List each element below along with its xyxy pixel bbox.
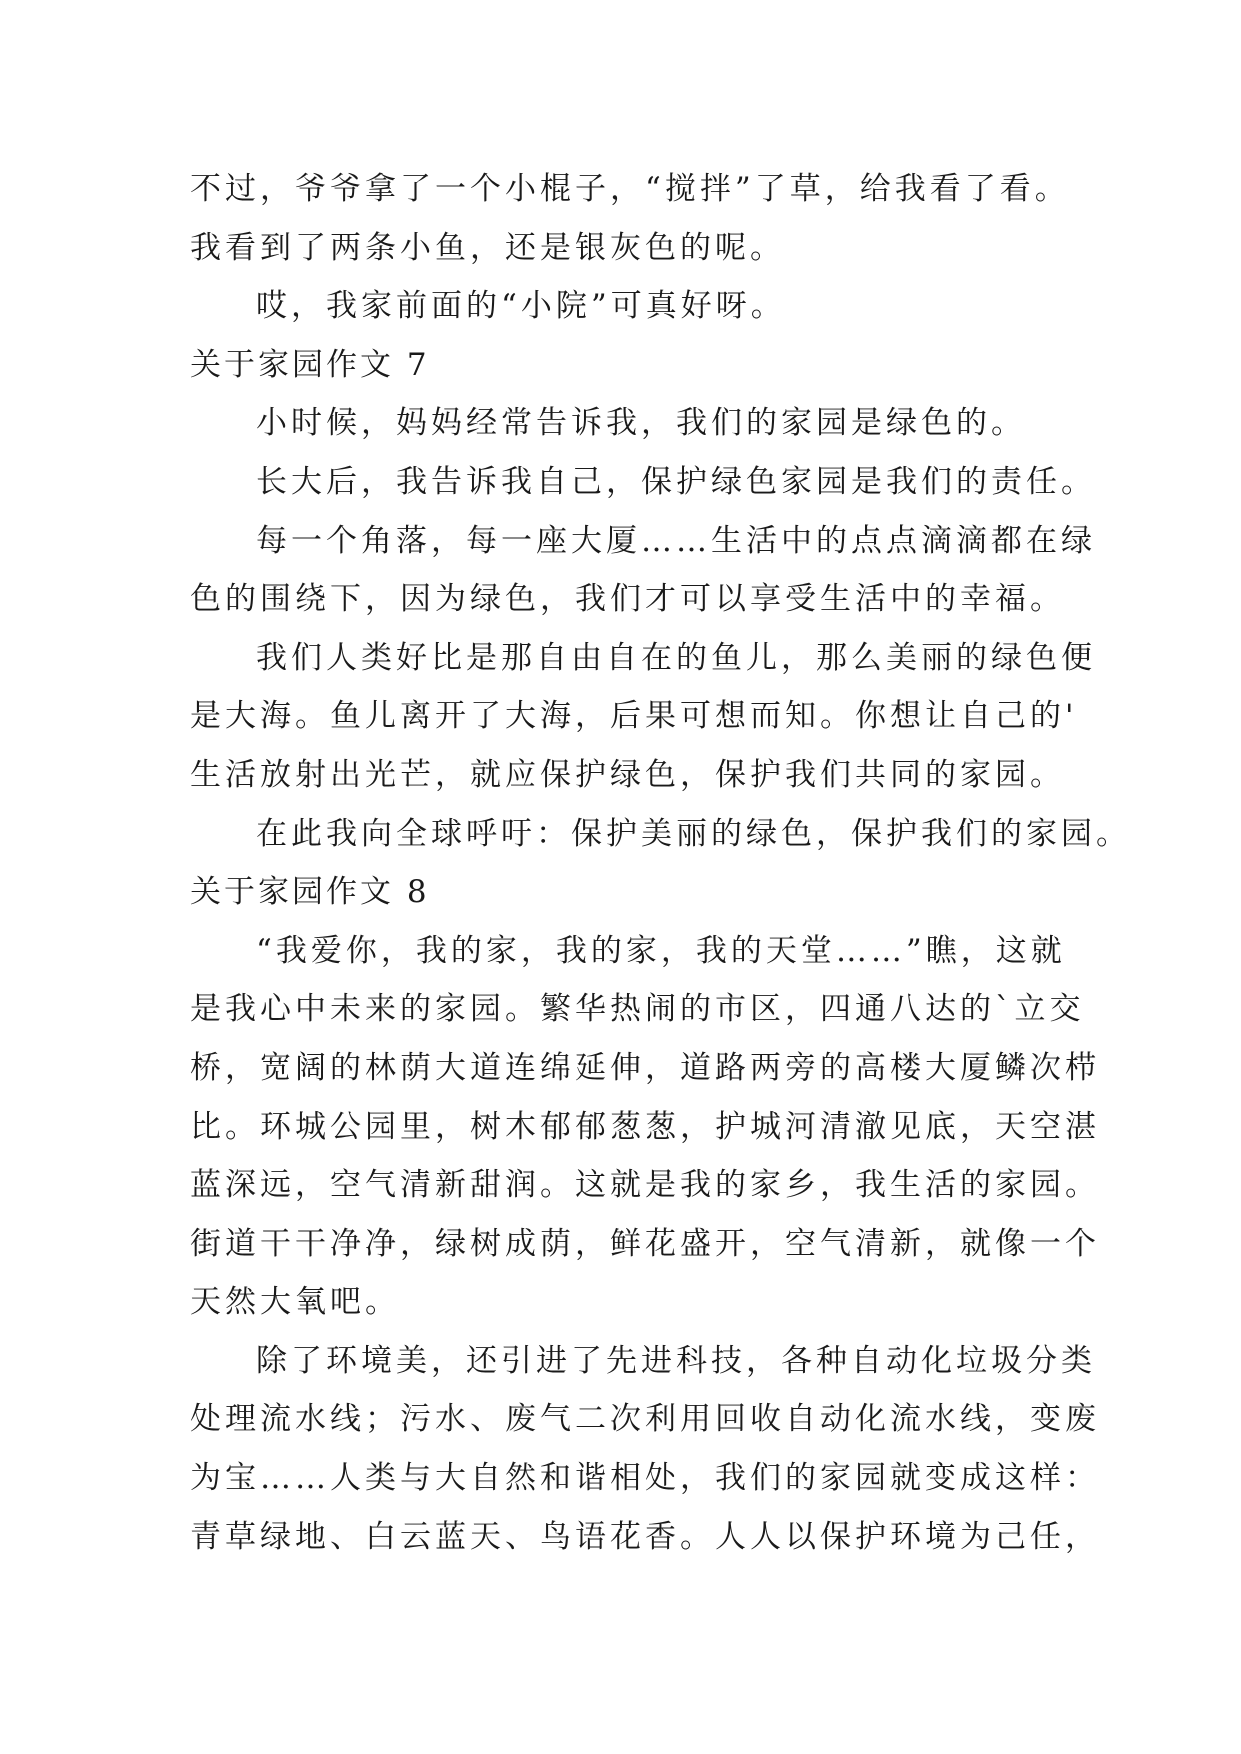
text-line: 是大海。鱼儿离开了大海，后果可想而知。你想让自己的' [190, 698, 1078, 735]
document-body [190, 160, 1131, 1566]
text-line: 青草绿地、白云蓝天、鸟语花香。人人以保护环境为己任， [190, 1518, 1100, 1555]
text-line: 生活放射出光芒，就应保护绿色，保护我们共同的家园。 [190, 756, 1065, 793]
text-line: 桥，宽阔的林荫大道连绵延伸，道路两旁的高楼大厦鳞次栉 [190, 1049, 1100, 1086]
paragraph-line: “我爱你，我的家，我的家，我的天堂……”瞧，这就 [256, 932, 1066, 969]
text-line: 是我心中未来的家园。繁华热闹的市区，四通八达的`立交 [190, 991, 1085, 1028]
text-line: 我看到了两条小鱼，还是银灰色的呢。 [190, 229, 785, 266]
text-line: 街道干干净净，绿树成荫，鲜花盛开，空气清新，就像一个 [190, 1225, 1100, 1262]
section-heading: 关于家园作文 7 [190, 346, 430, 383]
paragraph-line: 除了环境美，还引进了先进科技，各种自动化垃圾分类 [256, 1342, 1096, 1379]
paragraph-line: 我们人类好比是那自由自在的鱼儿，那么美丽的绿色便 [256, 639, 1096, 676]
section-heading: 关于家园作文 8 [190, 874, 430, 911]
paragraph-line: 小时候，妈妈经常告诉我，我们的家园是绿色的。 [256, 405, 1026, 442]
text-line: 处理流水线；污水、废气二次利用回收自动化流水线，变废 [190, 1401, 1100, 1438]
text-line: 天然大氧吧。 [190, 1284, 400, 1321]
text-line: 蓝深远，空气清新甜润。这就是我的家乡，我生活的家园。 [190, 1167, 1100, 1204]
text-line: 色的围绕下，因为绿色，我们才可以享受生活中的幸福。 [190, 581, 1065, 618]
text-line: 比。环城公园里，树木郁郁葱葱，护城河清澈见底，天空湛 [190, 1108, 1100, 1145]
text-line: 为宝……人类与大自然和谐相处，我们的家园就变成这样： [190, 1460, 1100, 1497]
paragraph-line: 哎，我家前面的“小院”可真好呀。 [256, 288, 786, 325]
paragraph-line: 每一个角落，每一座大厦……生活中的点点滴滴都在绿 [256, 522, 1096, 559]
text-line: 不过，爷爷拿了一个小棍子，“搅拌”了草，给我看了看。 [190, 171, 1070, 207]
paragraph-line: 在此我向全球呼吁：保护美丽的绿色，保护我们的家园。 [256, 815, 1131, 852]
paragraph-line: 长大后，我告诉我自己，保护绿色家园是我们的责任。 [256, 463, 1096, 500]
